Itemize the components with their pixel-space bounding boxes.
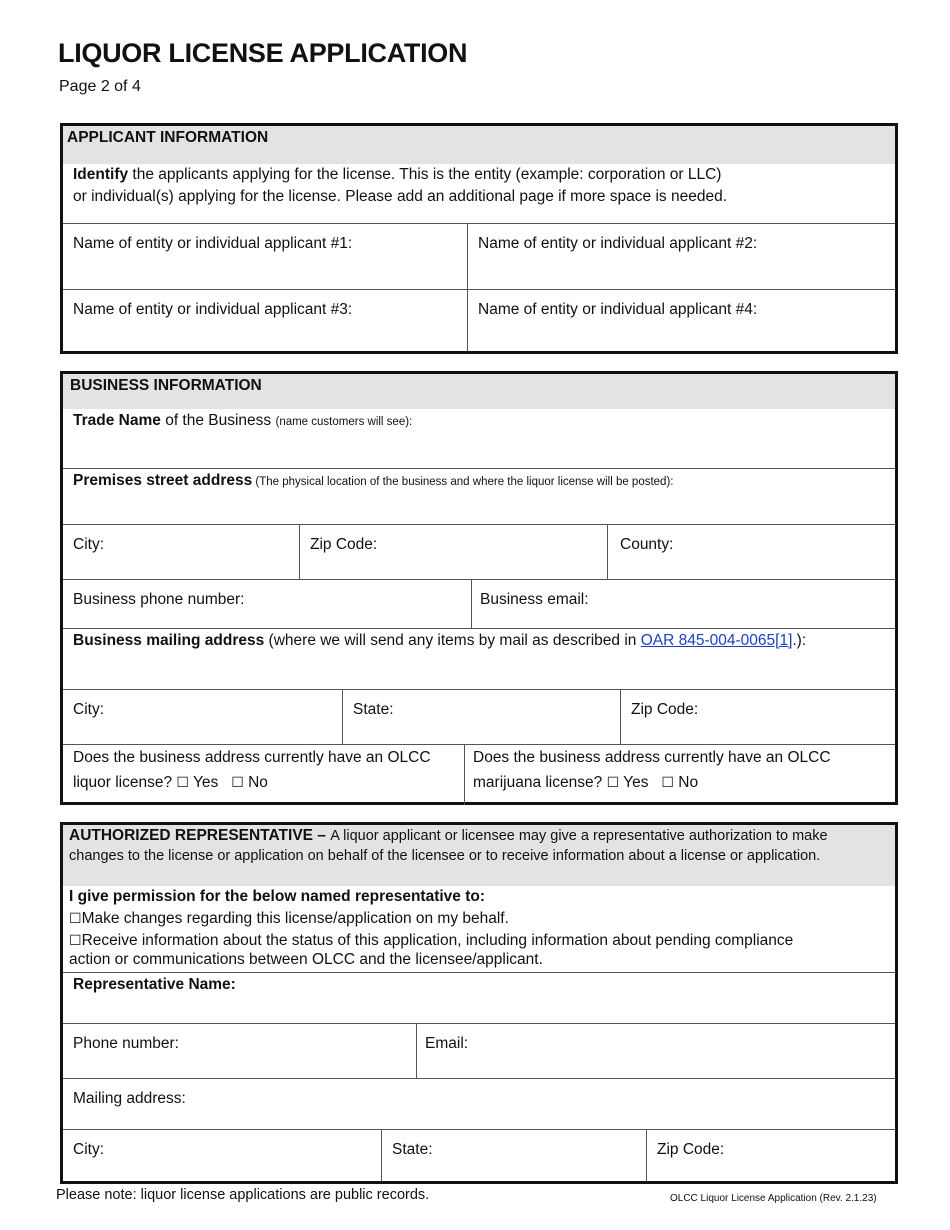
trade-name-rest: of the Business: [160, 412, 276, 429]
trade-name-note: (name customers will see):: [275, 416, 413, 428]
marijuana-yes-checkbox[interactable]: ☐: [606, 775, 620, 791]
liquor-license-question: [63, 745, 464, 805]
premises-note: (The physical location of the business and where the liquor license will be posted):: [252, 476, 674, 488]
business-phone-label: Business phone number:: [73, 591, 245, 608]
rep-email-field[interactable]: [416, 1024, 895, 1078]
marijuana-license-question: [464, 745, 895, 805]
representative-heading-line2: changes to the license or application on behalf of the licensee or to receive information about a license or application.: [69, 848, 821, 864]
page-title: LIQUOR LICENSE APPLICATION: [58, 38, 468, 68]
rep-phone-field[interactable]: [63, 1024, 416, 1078]
license-question-row: [63, 744, 895, 805]
applicant-identify-text: [63, 164, 895, 223]
mailing-city-field[interactable]: [63, 690, 342, 744]
rep-state-label: State:: [392, 1141, 433, 1158]
rep-mailing-field[interactable]: [63, 1079, 895, 1129]
representative-heading-line1: A liquor applicant or licensee may give a representative authorization to make: [330, 828, 828, 844]
marijuana-no-label: No: [678, 774, 699, 791]
authorized-representative-section: [60, 822, 898, 1184]
rep-city-state-zip-row: [63, 1129, 895, 1181]
zip-label: Zip Code:: [310, 536, 378, 553]
applicant-row-1: [63, 223, 895, 289]
liquor-yes-label: Yes: [193, 774, 219, 791]
premises-row[interactable]: [63, 468, 895, 524]
county-label: County:: [620, 536, 674, 553]
business-email-field[interactable]: [471, 580, 895, 628]
applicant-1-field[interactable]: [63, 224, 467, 289]
applicant-information-section: [60, 123, 898, 354]
make-changes-checkbox[interactable]: ☐: [69, 911, 82, 927]
rep-city-label: City:: [73, 1141, 104, 1158]
receive-info-checkbox[interactable]: ☐: [69, 933, 82, 949]
rep-email-label: Email:: [425, 1035, 469, 1052]
mailing-bold: Business mailing address: [73, 632, 265, 649]
business-email-label: Business email:: [480, 591, 589, 608]
permission-heading: I give permission for the below named representative to:: [69, 888, 486, 905]
business-section-heading: BUSINESS INFORMATION: [63, 374, 895, 409]
mailing-city-label: City:: [73, 701, 104, 718]
city-zip-county-row: [63, 524, 895, 579]
identify-line2: or individual(s) applying for the license. Please add an additional page if more space is needed.: [73, 188, 727, 205]
trade-name-bold: Trade Name: [73, 412, 161, 429]
rep-mailing-row[interactable]: [63, 1078, 895, 1129]
applicant-3-field[interactable]: [63, 290, 467, 351]
premises-bold: Premises street address: [73, 472, 253, 489]
mailing-state-label: State:: [353, 701, 394, 718]
receive-info-line2: action or communications between OLCC and the licensee/applicant.: [69, 951, 543, 968]
make-changes-label: Make changes regarding this license/application on my behalf.: [81, 910, 509, 927]
representative-heading-bold: AUTHORIZED REPRESENTATIVE –: [69, 827, 331, 844]
rep-zip-field[interactable]: [646, 1130, 895, 1181]
applicant-1-label: Name of entity or individual applicant #1:: [73, 235, 353, 252]
applicant-2-field[interactable]: [467, 224, 895, 289]
revision-label: OLCC Liquor License Application (Rev. 2.1.23): [670, 1193, 877, 1204]
trade-name-row[interactable]: [63, 409, 895, 468]
liquor-question-line2: liquor license?: [73, 774, 173, 791]
county-field[interactable]: [607, 525, 895, 579]
identify-line1: the applicants applying for the license. This is the entity (example: corporation or LLC): [128, 166, 722, 183]
mailing-city-state-zip-row: [63, 689, 895, 744]
rep-name-row[interactable]: [63, 972, 895, 1023]
permission-text: [63, 886, 895, 972]
representative-section-heading: [63, 825, 895, 886]
receive-info-line1: Receive information about the status of this application, including information about pending compliance: [81, 932, 794, 949]
rep-name-field[interactable]: [63, 973, 895, 1023]
marijuana-question-line1: Does the business address currently have an OLCC: [473, 749, 831, 766]
oar-link[interactable]: OAR 845-004-0065[1]: [640, 632, 793, 649]
applicant-row-2: [63, 289, 895, 351]
marijuana-yes-label: Yes: [623, 774, 649, 791]
public-records-note: Please note: liquor license applications are public records.: [56, 1187, 430, 1203]
city-label: City:: [73, 536, 104, 553]
mailing-end: .):: [792, 632, 807, 649]
page-number: Page 2 of 4: [59, 78, 141, 95]
applicant-3-label: Name of entity or individual applicant #3:: [73, 301, 353, 318]
city-field[interactable]: [63, 525, 299, 579]
marijuana-no-checkbox[interactable]: ☐: [661, 775, 674, 791]
rep-state-field[interactable]: [381, 1130, 646, 1181]
rep-city-field[interactable]: [63, 1130, 381, 1181]
applicant-identify-row: [63, 164, 895, 223]
phone-email-row: [63, 579, 895, 628]
mailing-address-row[interactable]: [63, 628, 895, 689]
applicant-2-label: Name of entity or individual applicant #2:: [478, 235, 758, 252]
business-phone-field[interactable]: [63, 580, 471, 628]
mailing-address-field[interactable]: [63, 629, 895, 689]
rep-name-label: Representative Name:: [73, 976, 236, 993]
permission-block: [63, 886, 895, 972]
liquor-no-checkbox[interactable]: ☐: [231, 775, 244, 791]
mailing-zip-label: Zip Code:: [631, 701, 699, 718]
applicant-section-heading: APPLICANT INFORMATION: [63, 126, 895, 164]
liquor-question-line1: Does the business address currently have an OLCC: [73, 749, 431, 766]
rep-phone-email-row: [63, 1023, 895, 1078]
mailing-rest: (where we will send any items by mail as described in: [264, 632, 641, 649]
mailing-zip-field[interactable]: [620, 690, 895, 744]
liquor-no-label: No: [248, 774, 268, 791]
business-information-section: [60, 371, 898, 805]
rep-phone-label: Phone number:: [73, 1035, 179, 1052]
liquor-yes-checkbox[interactable]: ☐: [176, 775, 189, 791]
rep-mailing-label: Mailing address:: [73, 1090, 186, 1107]
applicant-4-label: Name of entity or individual applicant #4:: [478, 301, 758, 318]
premises-field[interactable]: [63, 469, 895, 524]
mailing-state-field[interactable]: [342, 690, 620, 744]
rep-zip-label: Zip Code:: [657, 1141, 725, 1158]
trade-name-field[interactable]: [63, 409, 895, 468]
marijuana-question-line2: marijuana license?: [473, 774, 603, 791]
applicant-4-field[interactable]: [467, 290, 895, 351]
zip-field[interactable]: [299, 525, 607, 579]
identify-bold: Identify: [73, 166, 129, 183]
